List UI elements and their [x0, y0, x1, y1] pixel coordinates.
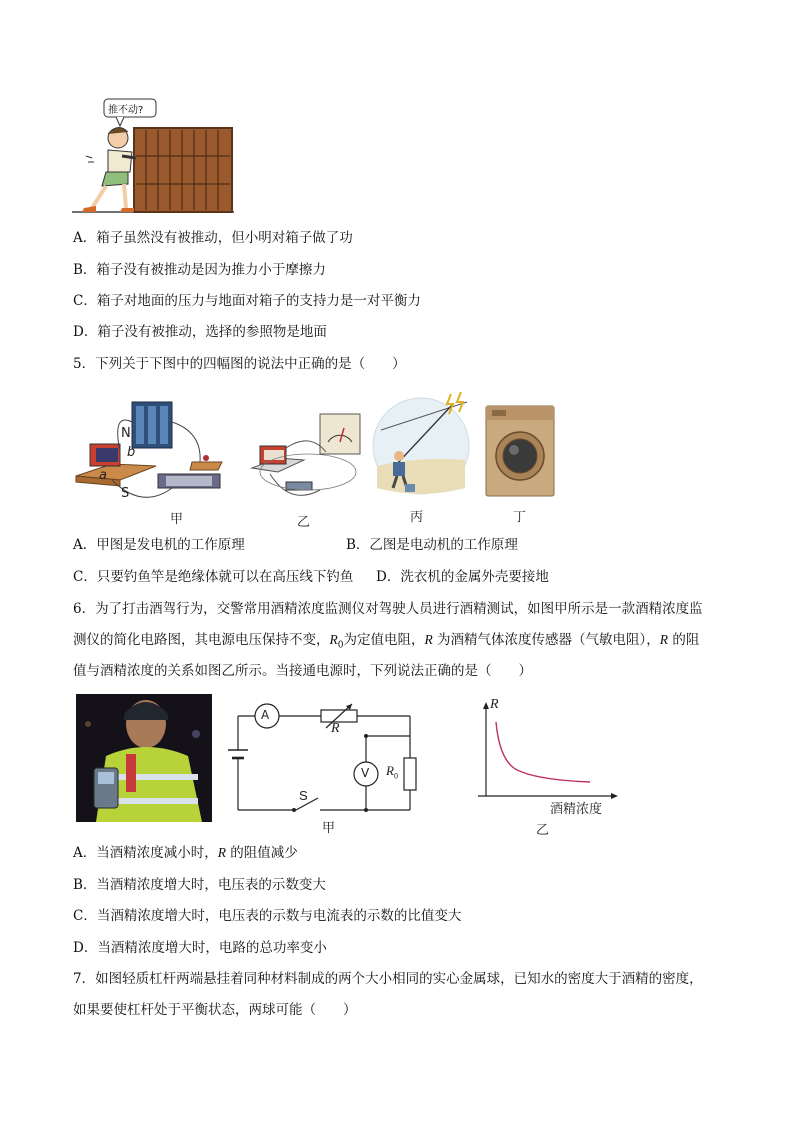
q5-option-b: B．乙图是电动机的工作原理 — [346, 537, 518, 553]
graph-x-label: 酒精浓度 — [550, 802, 603, 817]
sensor-resistor-label: R — [331, 721, 340, 736]
q6-stem-r0-sub: 0 — [337, 640, 344, 651]
speech-bubble-text: 推不动? — [108, 105, 144, 116]
q6-option-b: B．当酒精浓度增大时，电压表的示数变大 — [73, 877, 326, 893]
q5-label-b: b — [127, 445, 136, 460]
q6-stem-r0: R — [329, 632, 338, 647]
q5-caption-bing: 丙 — [410, 510, 424, 525]
q5-option-d: D．洗衣机的金属外壳要接地 — [376, 569, 549, 585]
q4-option-b: B．箱子没有被推动是因为推力小于摩擦力 — [73, 262, 326, 278]
q6-stem-part: 测仪的简化电路图，其电源电压保持不变， — [73, 632, 330, 648]
fixed-resistor-letter: R — [386, 763, 394, 778]
q6-option-a-r: R — [217, 845, 226, 860]
q4-option-d: D．箱子没有被推动，选择的参照物是地面 — [73, 324, 327, 340]
q6-stem-part: 的阻 — [668, 632, 700, 648]
fixed-resistor-sub: 0 — [393, 771, 398, 781]
q5-label-n: N — [121, 426, 131, 441]
q5-figure-bing — [371, 390, 471, 502]
q6-option-d: D．当酒精浓度增大时，电路的总功率变小 — [73, 940, 327, 956]
police-officer-photo — [76, 694, 212, 822]
q6-stem-r: R — [659, 632, 669, 647]
fixed-resistor-label — [386, 763, 398, 781]
q5-figure-ding — [484, 404, 556, 498]
q5-label-s: S — [121, 486, 130, 501]
q6-option-a — [73, 843, 298, 863]
q5-label-a: a — [99, 468, 107, 483]
q6-stem-line3: 值与酒精浓度的关系如图乙所示。当接通电源时，下列说法正确的是（ ） — [73, 663, 532, 679]
q4-option-c: C．箱子对地面的压力与地面对箱子的支持力是一对平衡力 — [73, 293, 421, 309]
q5-figure-yi — [250, 402, 368, 506]
circuit-caption: 甲 — [322, 821, 336, 836]
q5-stem: 5．下列关于下图中的四幅图的说法中正确的是（ ） — [73, 356, 406, 372]
q5-caption-ding: 丁 — [513, 510, 527, 525]
q6-stem-line1: 6．为了打击酒驾行为，交警常用酒精浓度监测仪对驾驶人员进行酒精测试，如图甲所示是一款酒精浓度监 — [73, 601, 703, 617]
q6-resistance-graph — [472, 700, 622, 812]
q5-option-c: C．只要钓鱼竿是绝缘体就可以在高压线下钓鱼 — [73, 569, 354, 585]
q5-caption-yi: 乙 — [297, 515, 311, 530]
graph-caption: 乙 — [536, 823, 550, 838]
q6-circuit-diagram — [222, 700, 422, 816]
q5-caption-jia: 甲 — [170, 512, 184, 527]
voltmeter-label: V — [361, 766, 370, 780]
q6-option-a-part: A．当酒精浓度减小时， — [73, 845, 218, 861]
q5-figure-jia — [72, 392, 240, 508]
q6-option-a-part: 的阻值减少 — [226, 845, 298, 861]
q7-stem-line1: 7．如图轻质杠杆两端悬挂着同种材料制成的两个大小相同的实心金属球，已知水的密度大于酒精的密度， — [73, 971, 703, 987]
q7-stem-line2: 如果要使杠杆处于平衡状态，两球可能（ ） — [73, 1002, 357, 1018]
q5-option-a: A．甲图是发电机的工作原理 — [73, 537, 245, 553]
q6-stem-part: 为定值电阻， — [343, 632, 425, 648]
q6-stem-line2 — [73, 630, 699, 656]
switch-label: S — [299, 788, 308, 803]
q6-stem-r: R — [424, 632, 433, 647]
q4-option-a: A．箱子虽然没有被推动，但小明对箱子做了功 — [73, 230, 353, 246]
graph-y-label: R — [490, 697, 499, 712]
ammeter-label: A — [261, 708, 270, 722]
q6-option-c: C．当酒精浓度增大时，电压表的示数与电流表的示数的比值变大 — [73, 908, 462, 924]
boy-pushing-box-figure — [72, 96, 240, 218]
q6-stem-part: 为酒精气体浓度传感器（气敏电阻）， — [432, 632, 660, 648]
